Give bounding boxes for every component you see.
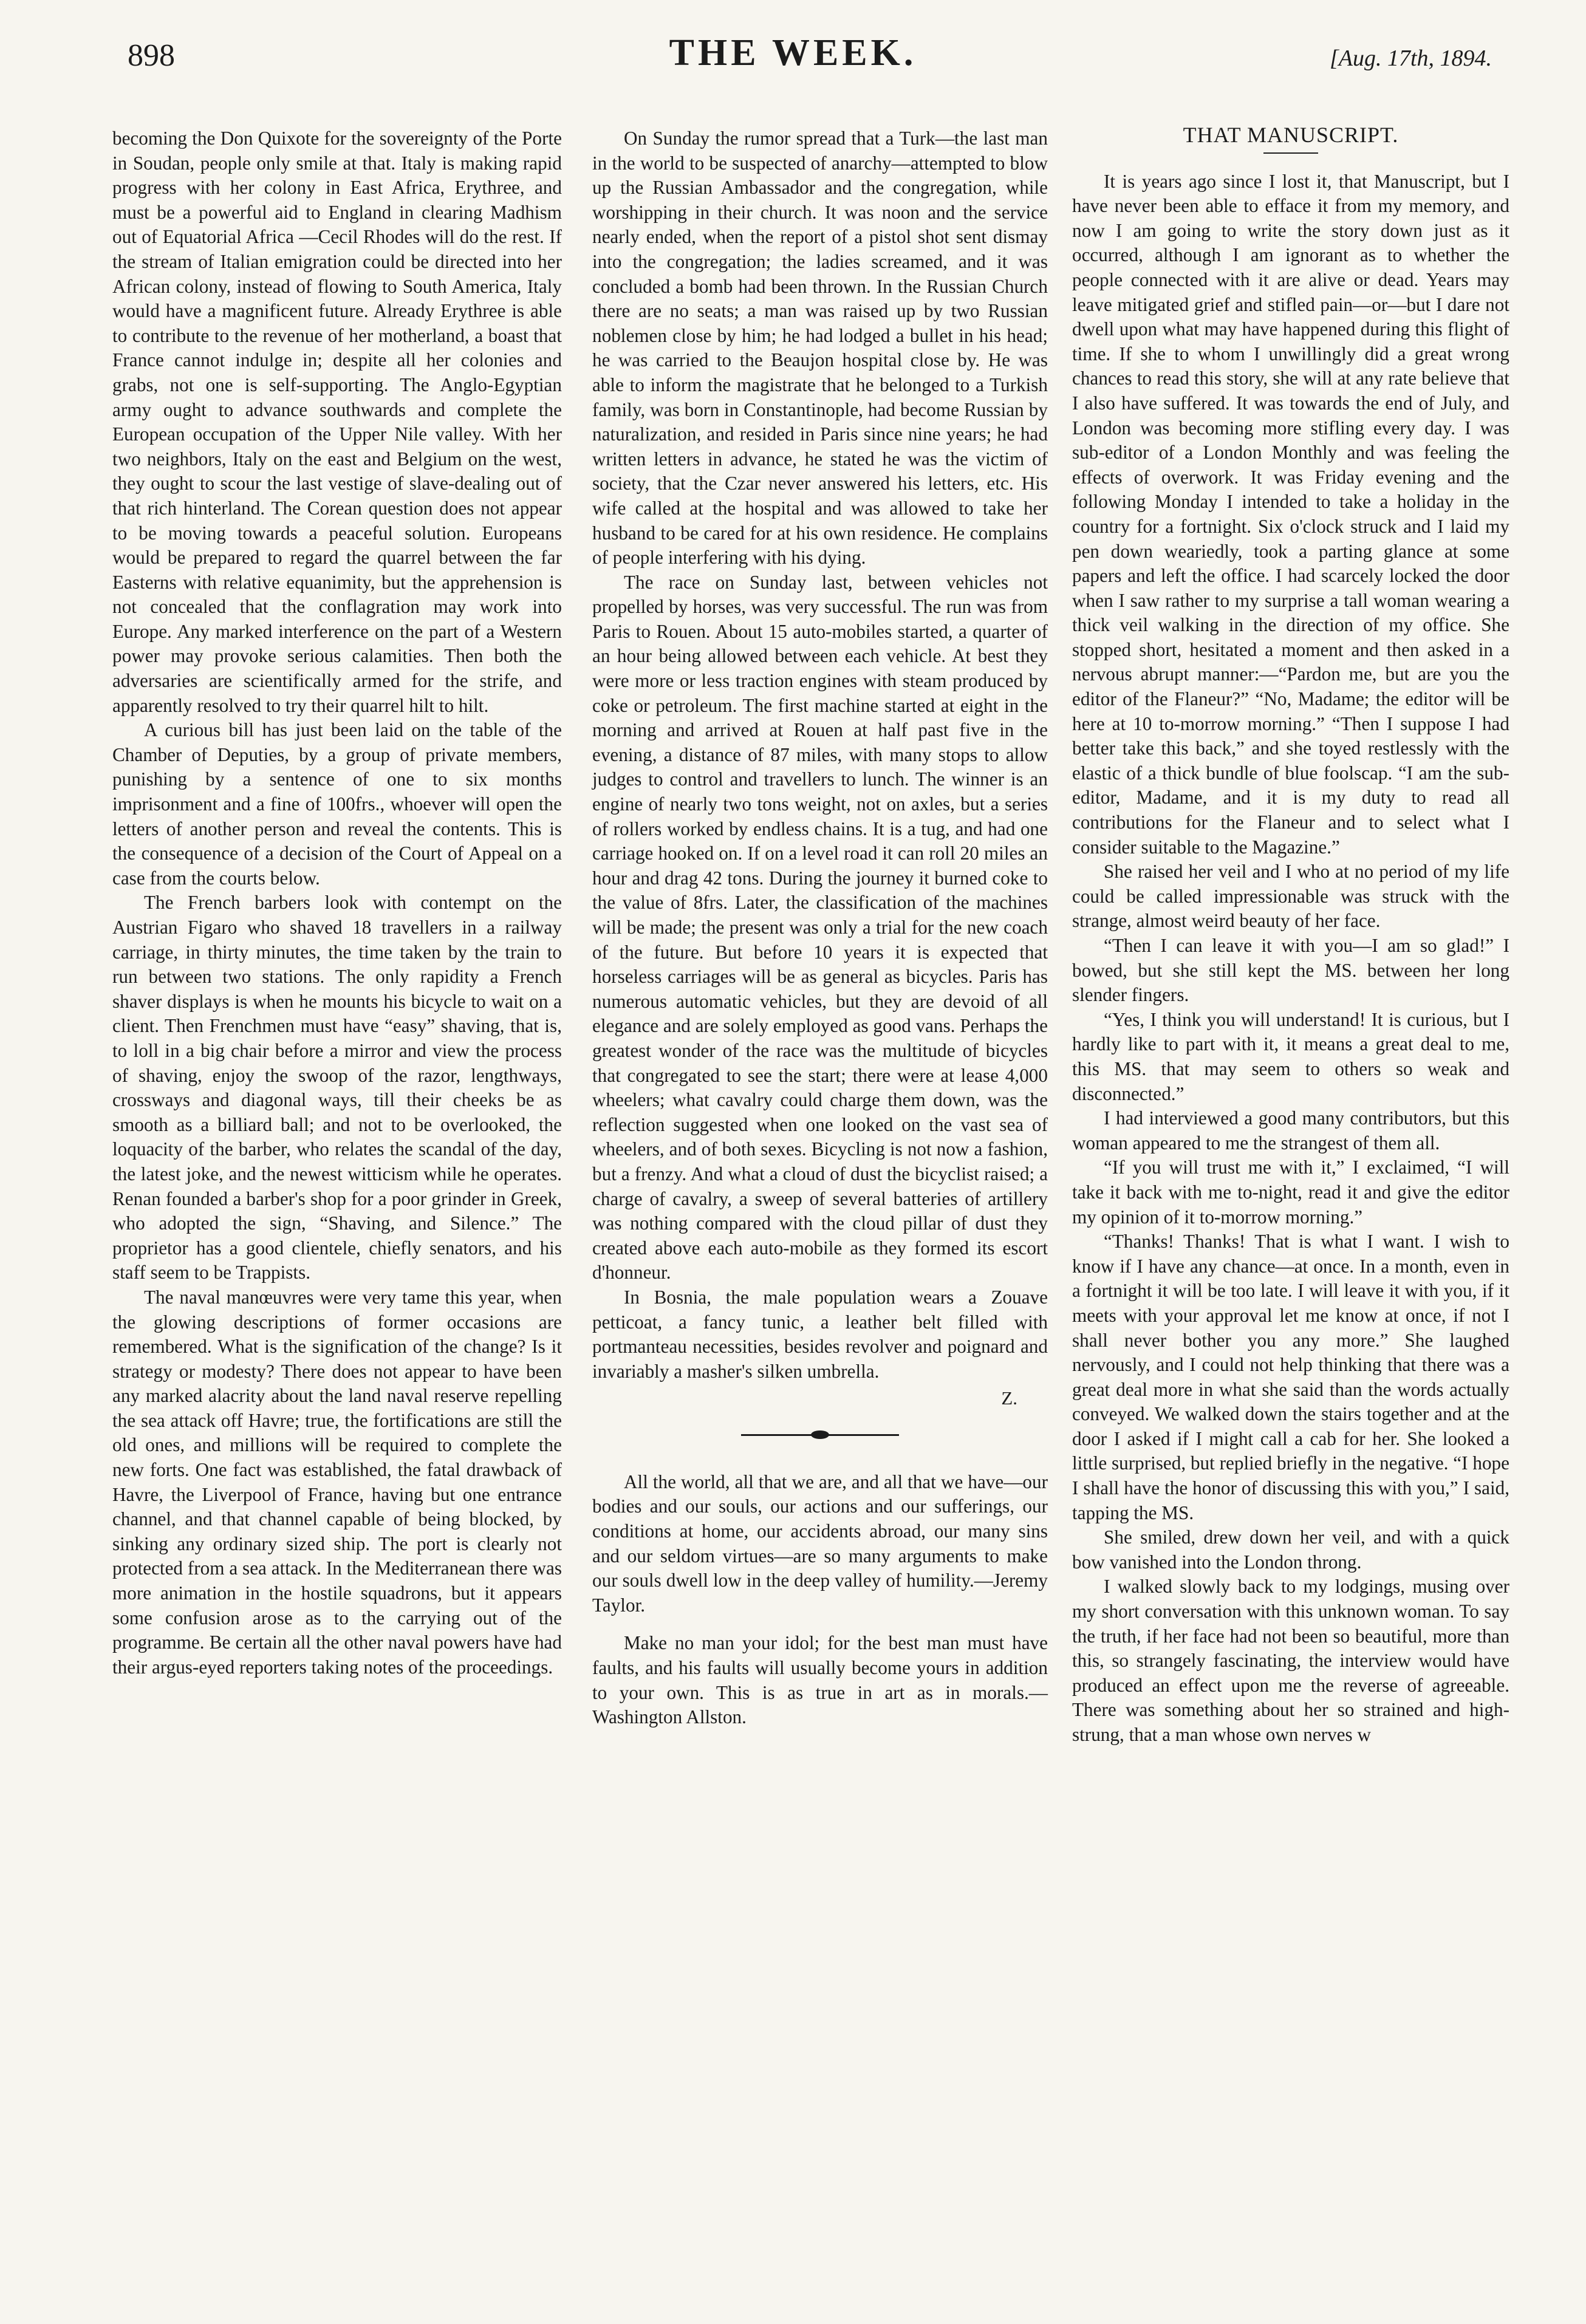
paragraph: I walked slowly back to my lodgings, musing over my short conversation with this unknown woman. To say the truth, if her face had not been so beautiful, more than this, so strangely fascinating, the interview would have produced an effect upon me the reverse of agreeable. There was something about her so strained and high-strung, that a man whose own nerves w [1072,1576,1509,1745]
paragraph: I had interviewed a good many contributors, but this woman appeared to me the strangest of them all. [1072,1107,1509,1153]
paragraph: It is years ago since I lost it, that Manuscript, but I have never been able to efface it from my memory, and now I am going to write the story down just as it occurred, although I am ignorant as to whether the people connected with it are alive or dead. Years may leave mitigated grief and stifled pain—or—but I dare not dwell upon what may have happened during this flight of time. If she to whom I unwillingly did a great wrong chances to read this story, she will at any rate believe that I also have suffered. It was towards the end of July, and London was becoming more stifling every day. I was sub-editor of a London Monthly and was feeling the effects of overwork. It was Friday evening and the following Monday I intended to take a holiday in the country for a fortnight. Six o'clock struck and I laid my pen down weariedly, took a parting glance at some papers and left the office. I had scarcely locked the door when I saw rather to my surprise a tall woman wearing a thick veil walking in the direction of my office. She stopped short, hesitated a moment and then asked in a nervous abrupt manner:—“Pardon me, but are you the editor of the Flaneur?” “No, Madame; the editor will be here at 10 to-morrow morning.” “Then I suppose I had better take this back,” and she toyed restlessly with the elastic of a thick bundle of blue foolscap. “I am the sub-editor, Madame, and it is my duty to read all contributions for the Flaneur and to select what I consider suitable to the Magazine.” [1072,170,1509,858]
paragraph: “Yes, I think you will understand! It is curious, but I hardly like to part with it, it means a great deal to me, this MS. that may seem to others so weak and disconnected.” [1072,1008,1509,1104]
paragraph: The naval manœuvres were very tame this year, when the glowing descriptions of former occasions are remembered. What is the signification of the change? Is it strategy or modesty? There does not appear to have been any marked alacrity about the land naval reserve repelling the sea attack off Havre; true, the fortifications are still the old ones, and millions will be required to complete the new forts. One fact was established, the fatal drawback of Havre, the Liverpool of France, having but one entrance channel, and that channel capable of being blocked, by sinking any ordinary sized ship. The port is clearly not protected from a sea attack. In the Mediterranean there was more animation in the hostile squadrons, but it appears some confusion arose as to the carrying out of the programme. Be certain all the other naval powers have had their argus-eyed reporters taking notes of the proceedings. [112,1286,562,1678]
title-rule [1263,152,1318,154]
paragraph: The race on Sunday last, between vehicles not propelled by horses, was very successful. The run was from Paris to Rouen. About 15 auto-mobiles started, a quarter of an hour being allowed between each vehicle. At best they were more or less traction engines with steam produced by coke or petroleum. The first machine started at eight in the morning and arrived at Rouen at half past five in the evening, a distance of 87 miles, with many stops to allow judges to control and travellers to lunch. The winner is an engine of nearly two tons weight, not on axles, but a series of rollers worked by endless chains. It is a tug, and had one carriage hooked on. If on a level road it can roll 20 miles an hour and drag 42 tons. During the journey it burned coke to the value of 8frs. Later, the classification of the machines will be made; the present was only a trial for the new coach of the future. But before 10 years it is expected that horseless carriages will be as general as bicycles. Paris has numerous automatic vehicles, but they are devoid of all elegance and are solely employed as good vans. Perhaps the greatest wonder of the race was the multitude of bicycles that congregated to see the start; there were at lease 4,000 wheelers; what cavalry could charge them down, was the reflection suggested when one looked on the vast sea of wheelers, and of both sexes. Bicycling is not now a fashion, but a frenzy. And what a cloud of dust the bicyclist raised; a charge of cavalry, a sweep of several batteries of artillery was nothing compared with the cloud pillar of dust they created above each auto-mobile as they formed its escort d'honneur. [592,571,1048,1283]
paragraph: On Sunday the rumor spread that a Turk—the last man in the world to be suspected of anarchy—attempted to blow up the Russian Ambassador and the congregation, while worshipping in their church. It was noon and the service nearly ended, when the report of a pistol shot sent dismay into the congregation; the ladies screamed, and it was concluded a bomb had been thrown. In the Russian Church there are no seats; a man was raised up by two Russian noblemen close by him; he had lodged a bullet in his head; he was carried to the Beaujon hospital close by. He was able to inform the magistrate that he belonged to a Turkish family, was born in Constantinople, had become Russian by naturalization, and resided in Paris since nine years; he had written letters in advance, he stated he was the victim of society, that the Czar never answered his letters, etc. His wife called at the hospital and was allowed to take her husband to be cared for at his own residence. He complains of people interfering with his dying. [592,128,1048,569]
quotation: Make no man your idol; for the best man must have faults, and his faults will usually become yours in addition to your own. This is as true in art as in morals.—Washington Allston. [592,1632,1048,1728]
quotation: All the world, all that we are, and all that we have—our bodies and our souls, our actions and our sufferings, our conditions at home, our accidents abroad, our many sins and our seldom virtues—are so many arguments to make our souls dwell low in the deep valley of humility.—Jeremy Taylor. [592,1471,1048,1616]
paragraph: “Thanks! Thanks! That is what I want. I wish to know if I have any chance—at once. In a month, even in a fortnight it will be too late. I will leave it with you, if it meets with your approval let me know at once, if not I shall never bother you any more.” She laughed nervously, and I could not help thinking that there was a great deal more in what she said than the words actually conveyed. We walked down the stairs together and at the door I asked if I might call a cab for her. She looked a little surprised, but replied briefly in the negative. “I hope I shall have the honor of discussing this with you,” I said, tapping the MS. [1072,1231,1509,1523]
column-right [1072,123,1509,1748]
issue-date: [Aug. 17th, 1894. [1329,46,1492,71]
story-title: THAT MANUSCRIPT. [1183,123,1399,147]
paragraph: “If you will trust me with it,” I exclaimed, “I will take it back with me to-night, read it and give the editor my opinion of it to-morrow morning.” [1072,1157,1509,1228]
page-header [0,0,1586,103]
column-left [112,126,562,1680]
paragraph: A curious bill has just been laid on the table of the Chamber of Deputies, by a group of private members, punishing by a sentence of one to six months imprisonment and a fine of 100frs., whoever will open the letters of another person and reveal the contents. This is the consequence of a decision of the Court of Appeal on a case from the courts below. [112,719,562,889]
journal-title: THE WEEK. [669,32,917,73]
column-middle [592,126,1048,1743]
page-number: 898 [128,38,175,73]
paragraph: In Bosnia, the male population wears a Zouave petticoat, a fancy tunic, a leather belt filled with portmanteau necessities, besides revolver and poignard and invariably a masher's silken umbrella. [592,1286,1048,1382]
section-divider [741,1434,899,1442]
paragraph: “Then I can leave it with you—I am so glad!” I bowed, but she still kept the MS. between her long slender fingers. [1072,935,1509,1006]
paragraph: becoming the Don Quixote for the sovereignty of the Porte in Soudan, people only smile at that. Italy is making rapid progress with her colony in East Africa, Erythree, and must be a powerful aid to England in clearing Madhism out of Equatorial Africa —Cecil Rhodes will do the rest. If the stream of Italian emigration could be directed into her African colony, instead of flowing to South America, Italy would have a magnificent future. Already Erythree is able to contribute to the revenue of her motherland, a boast that France cannot indulge in; despite all her colonies and grabs, not one is self-supporting. The Anglo-Egyptian army ought to advance southwards and complete the European occupation of the Upper Nile valley. With her two neighbors, Italy on the east and Belgium on the west, they ought to scour the last vestige of slave-dealing out of that rich hinterland. The Corean question does not appear to be moving towards a peaceful solution. Europeans would be prepared to regard the quarrel between the far Easterns with relative equanimity, but the apprehension is not concealed that the conflagration may work into Europe. Any marked interference on the part of a Western power may provoke serious calamities. Then both the adversaries are scientifically armed for the strife, and apparently resolved to try their quarrel hilt to hilt. [112,128,562,716]
paragraph: She raised her veil and I who at no period of my life could be called impressionable was struck with the strange, almost weird beauty of her face. [1072,861,1509,932]
paragraph: The French barbers look with contempt on the Austrian Figaro who shaved 18 travellers in a railway carriage, in thirty minutes, the time taken by the train to run between two stations. The only rapidity a French shaver displays is when he mounts his bicycle to wait on a client. Then Frenchmen must have “easy” shaving, that is, to loll in a big chair before a mirror and view the process of shaving, enjoy the swoop of the razor, lengthways, crossways and diagonal ways, till their cheeks be as smooth as a billiard ball; and not to be overlooked, the loquacity of the barber, who relates the scandal of the day, the latest joke, and the newest witticism while he operates. Renan founded a barber's shop for a poor grinder in Greek, who adopted the sign, “Shaving, and Silence.” The proprietor has a good clientele, chiefly senators, and his staff seem to be Trappists. [112,892,562,1283]
author-signature: Z. [1001,1387,1017,1409]
paragraph: She smiled, drew down her veil, and with a quick bow vanished into the London throng. [1072,1526,1509,1573]
